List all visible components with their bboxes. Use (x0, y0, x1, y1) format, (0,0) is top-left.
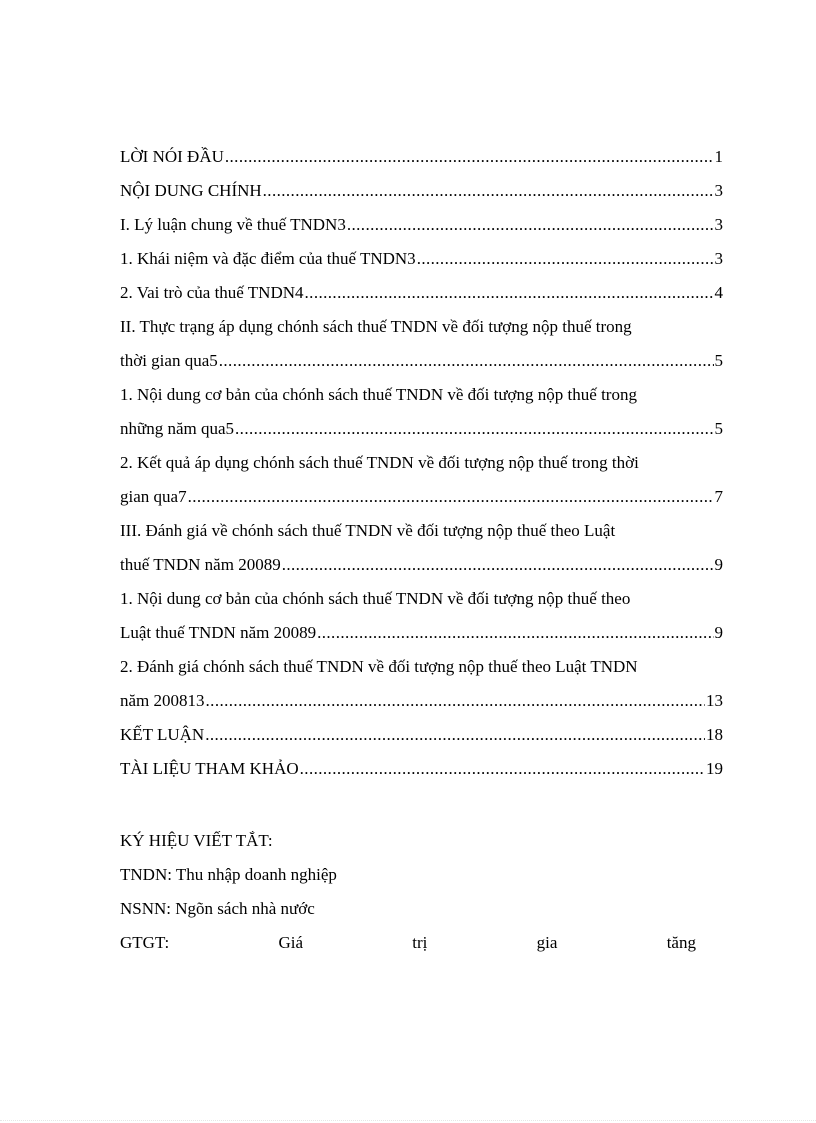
toc-entry[interactable] (120, 582, 723, 650)
page-bottom-edge (0, 1120, 816, 1121)
toc-entry-text: năm 200813 (120, 691, 205, 710)
abbreviations-section (120, 824, 696, 960)
toc-page-number: 3 (714, 215, 723, 234)
toc-page-number: 19 (706, 759, 723, 778)
toc-entry-leader-line (120, 412, 723, 446)
toc-entry-text: thuế TNDN năm 20089 (120, 555, 281, 574)
toc-page-number: 5 (714, 419, 723, 438)
gtgt-word: trị (412, 933, 428, 952)
toc-dot-leader (417, 242, 714, 276)
toc-entry-leader-line (120, 276, 723, 310)
abbreviation-item-gtgt (120, 926, 696, 960)
toc-entry[interactable] (120, 276, 723, 310)
toc-entry-text: những năm qua5 (120, 419, 235, 438)
toc-entry-text: 1. Khái niệm và đặc điểm của thuế TNDN3 (120, 249, 416, 268)
toc-entry-text: 2. Đánh giá chónh sách thuế TNDN về đối tượng nộp thuế theo Luật TNDN (120, 657, 638, 676)
toc-entry[interactable] (120, 514, 723, 582)
toc-dot-leader (235, 412, 713, 446)
gtgt-word: tăng (666, 933, 696, 952)
toc-page-number: 3 (714, 181, 723, 200)
abbreviations-title: KÝ HIỆU VIẾT TẮT: (120, 831, 273, 850)
toc-entry-leader-line (120, 344, 723, 378)
abbreviation-item-nsnn: NSNN: Ngõn sách nhà nước (120, 899, 315, 918)
abbreviation-item-tndn: TNDN: Thu nhập doanh nghiệp (120, 865, 337, 884)
toc-dot-leader (205, 718, 705, 752)
toc-entry[interactable] (120, 752, 723, 786)
toc-dot-leader (282, 548, 714, 582)
toc-page-number: 18 (706, 725, 723, 744)
toc-entry-leader-line (120, 616, 723, 650)
toc-entry-text: Luật thuế TNDN năm 20089 (120, 623, 317, 642)
toc-entry[interactable] (120, 208, 723, 242)
toc-page-number: 7 (714, 487, 723, 506)
toc-entry-text: KẾT LUẬN (120, 725, 205, 744)
toc-entry-leader-line (120, 718, 723, 752)
toc-entry-text: II. Thực trạng áp dụng chónh sách thuế TNDN về đối tượng nộp thuế trong (120, 317, 632, 336)
toc-entry[interactable] (120, 310, 723, 378)
toc-dot-leader (317, 616, 713, 650)
toc-dot-leader (347, 208, 714, 242)
toc-entry-leader-line (120, 684, 723, 718)
toc-entry-text: 1. Nội dung cơ bản của chónh sách thuế TNDN về đối tượng nộp thuế theo (120, 589, 631, 608)
toc-dot-leader (188, 480, 714, 514)
toc-entry-text: gian qua7 (120, 487, 187, 506)
toc-entry[interactable] (120, 140, 723, 174)
toc-page-number: 1 (714, 147, 723, 166)
toc-page-number: 5 (714, 351, 723, 370)
toc-entry-text: 1. Nội dung cơ bản của chónh sách thuế TNDN về đối tượng nộp thuế trong (120, 385, 637, 404)
toc-entry[interactable] (120, 174, 723, 208)
gtgt-word: gia (536, 933, 558, 952)
toc-entry-text: 2. Kết quả áp dụng chónh sách thuế TNDN về đối tượng nộp thuế trong thời (120, 453, 639, 472)
toc-entry-leader-line (120, 480, 723, 514)
toc-page-number: 9 (714, 623, 723, 642)
toc-dot-leader (300, 752, 705, 786)
toc-dot-leader (206, 684, 705, 718)
toc-entry[interactable] (120, 378, 723, 446)
toc-dot-leader (263, 174, 714, 208)
toc-entry[interactable] (120, 650, 723, 718)
toc-entry-text: III. Đánh giá về chónh sách thuế TNDN về đối tượng nộp thuế theo Luật (120, 521, 616, 540)
toc-dot-leader (225, 140, 714, 174)
toc-page-number: 3 (714, 249, 723, 268)
toc-entry-text: I. Lý luận chung về thuế TNDN3 (120, 215, 346, 234)
toc-entry-leader-line (120, 242, 723, 276)
gtgt-word: Giá (278, 933, 304, 952)
toc-dot-leader (305, 276, 714, 310)
toc-entry-leader-line (120, 548, 723, 582)
toc-entry-text: LỜI NÓI ĐẦU (120, 147, 224, 166)
toc-page-number: 9 (714, 555, 723, 574)
toc-entry-text: 2. Vai trò của thuế TNDN4 (120, 283, 304, 302)
toc-page-number: 13 (706, 691, 723, 710)
toc-entry-leader-line (120, 752, 723, 786)
toc-dot-leader (219, 344, 714, 378)
toc-entry[interactable] (120, 446, 723, 514)
toc-entry[interactable] (120, 242, 723, 276)
table-of-contents (120, 140, 723, 786)
toc-entry-leader-line (120, 208, 723, 242)
toc-entry-leader-line (120, 140, 723, 174)
toc-page-number: 4 (714, 283, 723, 302)
toc-entry-text: thời gian qua5 (120, 351, 218, 370)
gtgt-word: GTGT: (120, 933, 170, 952)
toc-entry[interactable] (120, 718, 723, 752)
toc-entry-text: NỘI DUNG CHÍNH (120, 181, 262, 200)
toc-entry-text: TÀI LIỆU THAM KHẢO (120, 759, 299, 778)
toc-entry-leader-line (120, 174, 723, 208)
